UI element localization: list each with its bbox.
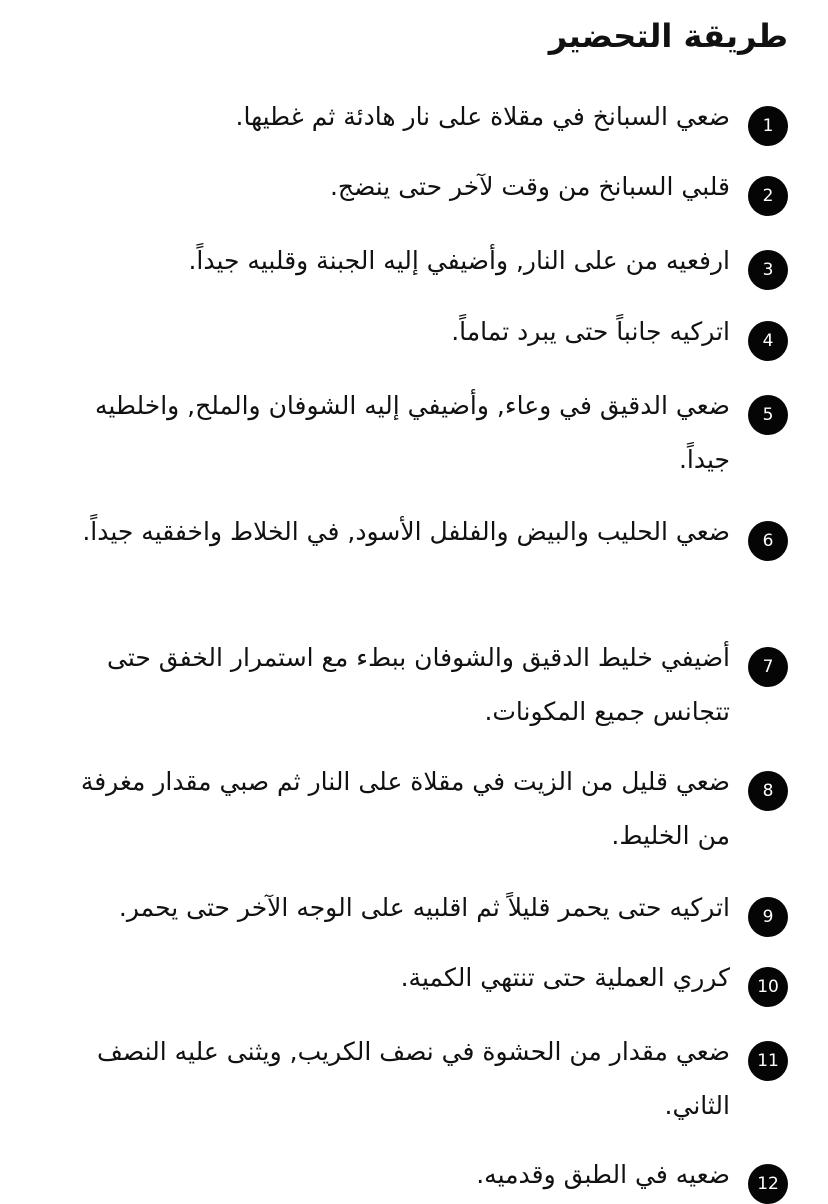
step-item-4 [34, 305, 788, 361]
step-number-badge: 7 [748, 647, 788, 687]
step-text: اتركيه حتى يحمر قليلاً ثم اقلبيه على الوجه الآخر حتى يحمر. [118, 893, 730, 922]
step-text: كرري العملية حتى تنتهي الكمية. [400, 963, 730, 992]
step-number-badge: 9 [748, 897, 788, 937]
step-number-badge: 4 [748, 321, 788, 361]
step-number-badge: 3 [748, 250, 788, 290]
step-text: ضعي الدقيق في وعاء, وأضيفي إليه الشوفان والملح, واخلطيه جيداً. [95, 391, 730, 474]
step-item-8 [34, 755, 788, 863]
step-item-5 [34, 379, 788, 487]
step-item-7 [34, 631, 788, 739]
step-item-6 [34, 505, 788, 561]
step-text: ضعيه في الطبق وقدميه. [476, 1160, 730, 1189]
step-item-12 [34, 1148, 788, 1204]
step-text: ضعي السبانخ في مقلاة على نار هادئة ثم غطيها. [235, 102, 730, 131]
step-item-3 [34, 234, 788, 290]
step-item-11 [34, 1025, 788, 1133]
step-number-badge: 10 [748, 967, 788, 1007]
step-text: اتركيه جانباً حتى يبرد تماماً. [451, 317, 730, 346]
step-text: أضيفي خليط الدقيق والشوفان ببطء مع استمرار الخفق حتى تتجانس جميع المكونات. [106, 643, 730, 726]
step-text: ضعي قليل من الزيت في مقلاة على النار ثم صبي مقدار مغرفة من الخليط. [80, 767, 730, 850]
step-number-badge: 1 [748, 106, 788, 146]
page-title: طريقة التحضير [548, 17, 788, 55]
step-text: قلبي السبانخ من وقت لآخر حتى ينضج. [329, 172, 730, 201]
step-text: ضعي مقدار من الحشوة في نصف الكريب, ويثنى عليه النصف الثاني. [97, 1037, 730, 1120]
step-item-10 [34, 951, 788, 1007]
step-number-badge: 6 [748, 521, 788, 561]
step-number-badge: 2 [748, 176, 788, 216]
step-item-1 [34, 90, 788, 146]
step-number-badge: 11 [748, 1041, 788, 1081]
step-text: ارفعيه من على النار, وأضيفي إليه الجبنة وقلبيه جيداً. [188, 246, 730, 275]
step-text: ضعي الحليب والبيض والفلفل الأسود, في الخلاط واخفقيه جيداً. [82, 517, 730, 546]
step-item-9 [34, 881, 788, 937]
step-number-badge: 5 [748, 395, 788, 435]
step-number-badge: 8 [748, 771, 788, 811]
step-item-2 [34, 160, 788, 216]
step-number-badge: 12 [748, 1164, 788, 1204]
